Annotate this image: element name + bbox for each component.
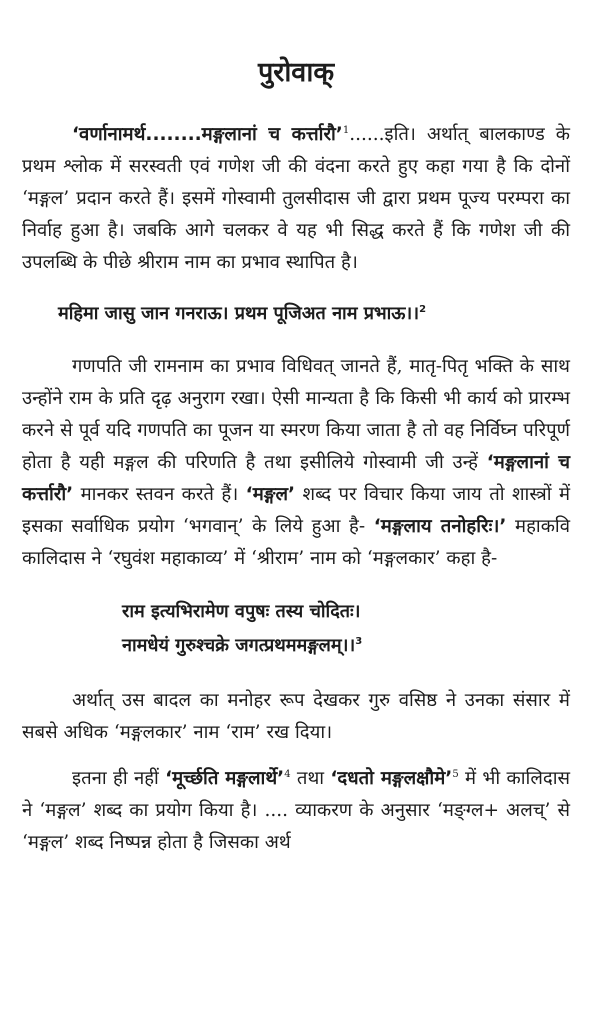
paragraph-2-text-c: शब्द पर विचार किया जाय तो शास्त्रों में इसका सर्वाधिक प्रयोग ‘भगवान्’ के लिये हुआ है- xyxy=(22,484,571,537)
verse-2-line-2: नामधेयं गुरुश्चक्रे जगत्प्रथममङ्गलम्।। xyxy=(122,635,356,656)
verse-2-line-1: राम इत्यभिरामेण वपुषः तस्य चोदितः। xyxy=(122,601,361,622)
quote-dadhato: ‘दधतो मङ्गलक्षौमे’ xyxy=(330,768,453,789)
verse-1 xyxy=(58,301,570,325)
paragraph-4 xyxy=(22,763,570,859)
footnote-ref-4: 4 xyxy=(284,768,291,780)
quote-mangalaya: ‘मङ्गलाय तनोहरिः।’ xyxy=(373,516,507,537)
quote-mangal: ‘मङ्गल’ xyxy=(245,484,296,505)
footnote-ref-5: 5 xyxy=(452,768,459,780)
page-title: पुरोवाक् xyxy=(257,57,335,88)
paragraph-4-text-b: तथा xyxy=(296,768,325,789)
paragraph-3: अर्थात् उस बादल का मनोहर रूप देखकर गुरु वसिष्ठ ने उनका संसार में सबसे अधिक ‘मङ्गलकार’ नाम ‘राम’ रख दिया। xyxy=(22,690,570,743)
paragraph-1-text: ......इति। अर्थात् बालकाण्ड के प्रथम श्लोक में सरस्वती एवं गणेश जी की वंदना करते हुए कहा गया है कि दोनों ‘मङ्गल’ प्रदान करते हैं। इसमें गोस्वामी तुलसीदास जी द्वारा प्रथम पूज्य परम्परा का निर्वाह हुआ है। जबकि आगे चलकर वे यह भी सिद्ध करते हैं कि गणेश जी की उपलब्धि के पीछे श्रीराम नाम का प्रभाव स्थापित है। xyxy=(22,124,570,273)
paragraph-2-text-b: मानकर स्तवन करते हैं। xyxy=(80,484,239,505)
footnote-ref-1: 1 xyxy=(342,124,350,136)
footnote-ref-3: 3 xyxy=(355,636,363,647)
paragraph-2-text-d: महाकवि कालिदास ने ‘रघुवंश महाकाव्य’ में ‘श्रीराम’ नाम को ‘मङ्गलकार’ कहा है- xyxy=(22,516,570,569)
quote-varnanam: ‘वर्णानामर्थ........मङ्गलानां च कर्त्तारौ’ xyxy=(72,124,343,145)
paragraph-1 xyxy=(22,119,570,279)
paragraph-2 xyxy=(22,351,570,575)
quote-murchhati: ‘मूर्च्छति मङ्गलार्थे’ xyxy=(165,768,285,789)
quote-mangalanam: ‘मङ्गलानां च कर्त्तारौ’ xyxy=(22,452,570,505)
paragraph-4-text-a: इतना ही नहीं xyxy=(72,768,159,789)
footnote-ref-2: 2 xyxy=(419,304,427,315)
verse-1-text: महिमा जासु जान गनराऊ। प्रथम पूजिअत नाम प्रभाऊ।। xyxy=(58,303,420,324)
paragraph-2-text-a: गणपति जी रामनाम का प्रभाव विधिवत् जानते हैं, मातृ-पितृ भक्ति के साथ उन्होंने राम के प्रति दृढ़ अनुराग रखा। ऐसी मान्यता है कि किसी भी कार्य को प्रारम्भ करने से पूर्व यदि गणपति का पूजन या स्मरण किया जाता है तो वह निर्विघ्न परिपूर्ण होता है यही मङ्गल की परिणति है तथा इसीलिये गोस्वामी जी उन्हें xyxy=(22,356,570,473)
verse-2 xyxy=(122,595,570,663)
paragraph-4-text-c: में भी कालिदास ने ‘मङ्गल’ शब्द का प्रयोग किया है। .... व्याकरण के अनुसार ‘मङ्ग्ल+ अलच्’ से ‘मङ्गल’ शब्द निष्पन्न होता है जिसका अर्थ xyxy=(22,768,570,853)
